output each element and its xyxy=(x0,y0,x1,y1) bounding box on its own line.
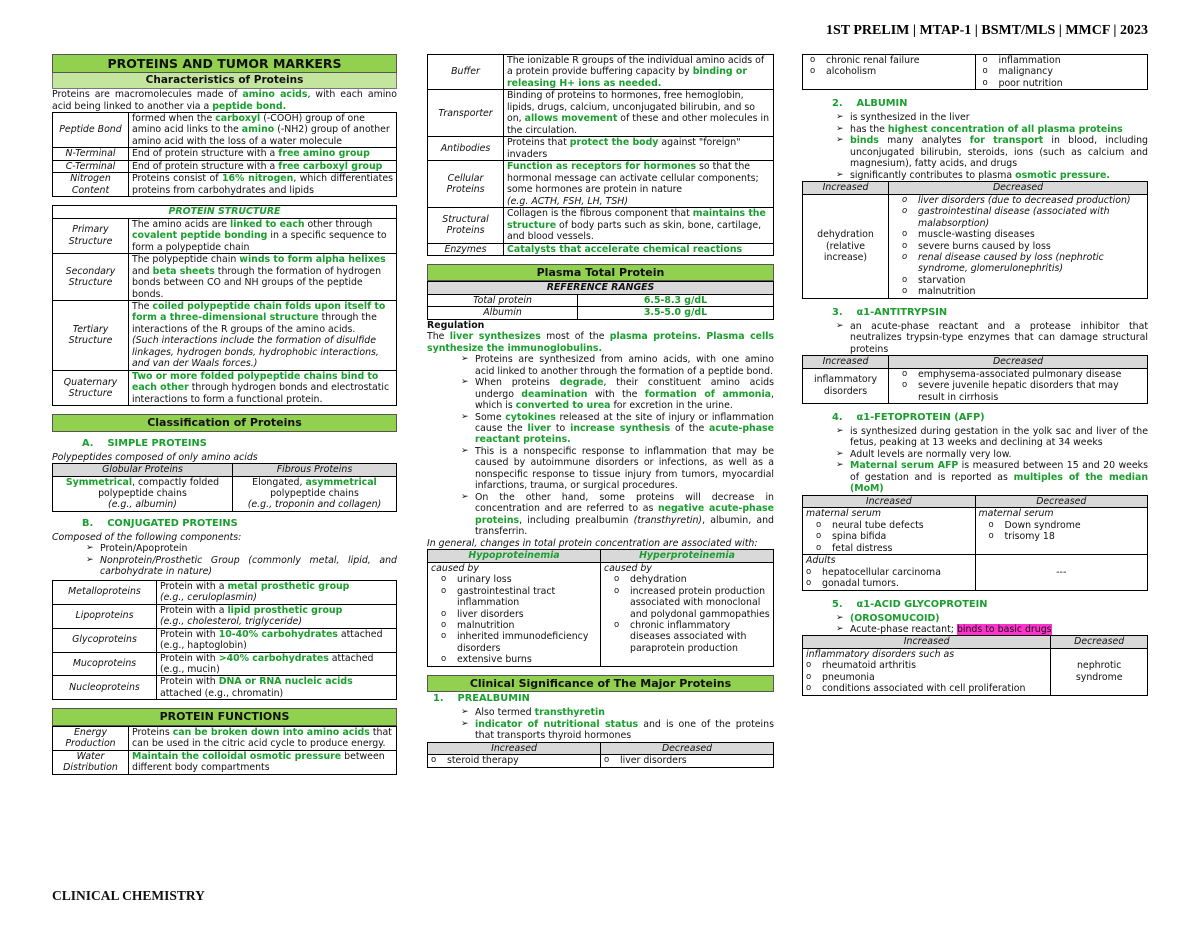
table-cell: Protein with 10-40% carbohydrates attached (e.g., haptoglobin) xyxy=(157,628,397,652)
table-cell: 3.5-5.0 g/dL xyxy=(578,307,774,319)
list-item: ➢ Nonprotein/Prosthetic Group (commonly metal, lipid, and carbohydrate in nature) xyxy=(86,555,397,578)
list-item: ➢ Also termed transthyretin xyxy=(461,707,774,718)
afp-heading: 4. α1-FETOPROTEIN (AFP) xyxy=(832,412,985,424)
table-cell: Decreased xyxy=(601,742,774,754)
table-cell xyxy=(975,55,1148,90)
list-item: o malnutrition xyxy=(441,620,597,631)
table-row xyxy=(803,495,1148,507)
list-item: o poor nutrition xyxy=(983,78,1145,89)
table-cell: dehydration (relative increase) xyxy=(803,194,889,298)
table-row xyxy=(803,194,1148,298)
list-item: ➢ Adult levels are normally very low. xyxy=(836,449,1148,460)
table-cell: Protein with DNA or RNA nucleic acids attached (e.g., chromatin) xyxy=(157,676,397,700)
table-cell: End of protein structure with a free carboxyl group xyxy=(129,160,397,172)
list-item: o gastrointestinal disease (associated with malabsorption) xyxy=(902,206,1144,229)
list-item: ➢ Proteins are synthesized from amino acids, with one amino acid linked to another through the formation of a peptide bond. xyxy=(461,354,774,377)
table-cell: Symmetrical, compactly folded polypeptide chains (e.g., albumin) xyxy=(53,476,233,511)
table-row xyxy=(428,755,774,767)
table-cell: The polypeptide chain winds to form alpha helixes and beta sheets through the formation of hydrogen bonds between CO and NH groups of the peptide bonds. xyxy=(129,254,397,301)
protein-structure-table xyxy=(52,205,397,406)
table-cell: Decreased xyxy=(1051,636,1148,648)
table-cell: REFERENCE RANGES xyxy=(428,282,774,294)
table-cell: caused by o urinary loss o gastrointestinal tract inflammation o liver disorders o malnutrition o inherited immunodeficiency disorders o extensive burns xyxy=(428,562,601,666)
table-row xyxy=(53,254,397,301)
table-row xyxy=(53,604,397,628)
page-footer: CLINICAL CHEMISTRY xyxy=(52,888,205,903)
table-cell: Tertiary Structure xyxy=(53,301,129,371)
agp-heading: 5. α1-ACID GLYCOPROTEIN xyxy=(832,598,988,610)
table-row xyxy=(53,370,397,405)
table-cell: Decreased xyxy=(889,356,1148,368)
table-cell: --- xyxy=(975,555,1148,590)
table-cell: Binding of proteins to hormones, free hemoglobin, lipids, drugs, calcium, unconjugated bilirubin, and so on, allows movement of these and other molecules in the circulation. xyxy=(504,90,774,137)
table-cell: Energy Production xyxy=(53,726,129,750)
table-cell: Maintain the colloidal osmotic pressure between different body compartments xyxy=(129,750,397,774)
table-cell: caused by o dehydration o increased protein production associated with monoclonal and polydonal gammopathies o chronic inflammatory diseases associated with paraprotein production xyxy=(601,562,774,666)
table-cell: Protein with a metal prosthetic group (e.g., ceruloplasmin) xyxy=(157,580,397,604)
table-row xyxy=(53,750,397,774)
table-cell: Structural Proteins xyxy=(428,208,504,243)
table-cell: Mucoproteins xyxy=(53,652,157,676)
table-cell: Protein with >40% carbohydrates attached (e.g., mucin) xyxy=(157,652,397,676)
table-cell: maternal serum o Down syndrome o trisomy 18 xyxy=(975,508,1148,555)
table-cell: Nucleoproteins xyxy=(53,676,157,700)
table-cell: The coiled polypeptide chain folds upon itself to form a three-dimensional structure through the interactions of the R groups of the amino acids. (Such interactions include the formation of disulfide linkages, hydrogen bonds, hydrophobic interactions, and van der Waals forces.) xyxy=(129,301,397,371)
table-cell: Elongated, asymmetrical polypeptide chains (e.g., troponin and collagen) xyxy=(232,476,396,511)
table-row xyxy=(803,555,1148,590)
table-row xyxy=(53,112,397,147)
table-cell: Hyperproteinemia xyxy=(601,550,774,562)
list-item: o Down syndrome xyxy=(989,520,1145,531)
table-cell: inflammatory disorders such as o rheumatoid arthritis o pneumonia o conditions associated with cell proliferation xyxy=(803,648,1051,695)
albumin-table xyxy=(802,181,1148,299)
table-cell: nephrotic syndrome xyxy=(1051,648,1148,695)
list-item: ➢ indicator of nutritional status and is one of the proteins that transports thyroid hormones xyxy=(461,719,774,742)
table-row xyxy=(53,652,397,676)
table-cell: Primary Structure xyxy=(53,218,129,253)
table-row xyxy=(803,636,1148,648)
table-cell: 6.5-8.3 g/dL xyxy=(578,294,774,306)
classification-title: Classification of Proteins xyxy=(52,414,397,431)
table-cell xyxy=(803,55,976,90)
list-item: o malnutrition xyxy=(902,286,1144,297)
table-row xyxy=(53,464,397,476)
table-row xyxy=(53,628,397,652)
table-cell xyxy=(889,368,1148,403)
table-cell: Decreased xyxy=(889,182,1148,194)
table-cell: Adults o hepatocellular carcinoma o gonadal tumors. xyxy=(803,555,976,590)
table-cell: Lipoproteins xyxy=(53,604,157,628)
table-row xyxy=(803,368,1148,403)
prealbumin-table xyxy=(427,742,774,768)
regulation-intro: The liver synthesizes most of the plasma proteins. Plasma cells synthesize the immunoglobulins. xyxy=(427,331,774,354)
table-cell: Hypoproteinemia xyxy=(428,550,601,562)
simple-proteins-desc: Polypeptides composed of only amino acids xyxy=(52,451,258,463)
clinical-significance-title: Clinical Significance of The Major Proteins xyxy=(427,675,774,692)
table-cell: Increased xyxy=(803,356,889,368)
table-row xyxy=(428,742,774,754)
characteristics-table xyxy=(52,112,397,197)
list-item: o renal disease caused by loss (nephrotic syndrome, glomerulonephritis) xyxy=(902,252,1144,275)
table-row xyxy=(53,301,397,371)
list-item: o chronic inflammatory diseases associated with paraprotein production xyxy=(614,620,770,654)
column-3 xyxy=(802,54,1148,696)
table-cell: C-Terminal xyxy=(53,160,129,172)
list-item: o gonadal tumors. xyxy=(806,578,972,589)
agp-list xyxy=(836,613,1148,636)
list-item: o trisomy 18 xyxy=(989,531,1145,542)
functions-table xyxy=(52,726,397,775)
characteristics-title: Characteristics of Proteins xyxy=(52,73,397,89)
page-header: 1ST PRELIM | MTAP-1 | BSMT/MLS | MMCF | 2023 xyxy=(825,23,1148,38)
table-row xyxy=(53,160,397,172)
list-item: o extensive burns xyxy=(441,654,597,665)
list-item: o emphysema-associated pulmonary disease xyxy=(902,369,1144,380)
table-cell: Proteins consist of 16% nitrogen, which differentiates proteins from carbohydrates and lipids xyxy=(129,173,397,197)
functions-table-continued xyxy=(427,54,774,256)
list-item: o inflammation xyxy=(983,55,1145,66)
regulation-list xyxy=(461,354,774,538)
main-title: PROTEINS AND TUMOR MARKERS xyxy=(52,54,397,73)
list-item: o spina bifida xyxy=(816,531,972,542)
list-item: ➢ significantly contributes to plasma osmotic pressure. xyxy=(836,170,1148,181)
list-item: ➢ This is a nonspecific response to inflammation that may be caused by autoimmune disorders or infections, as well as a nonspecific response to tissue injury from tumors, myocardial infarctions, trauma, or surgical procedures. xyxy=(461,446,774,492)
table-row xyxy=(428,137,774,161)
table-row xyxy=(428,550,774,562)
list-item: ➢ is synthesized in the liver xyxy=(836,112,1148,123)
list-item: o alcoholism xyxy=(810,66,972,77)
list-item: o pneumonia xyxy=(806,672,1047,683)
table-cell: maternal serum o neural tube defects o spina bifida o fetal distress xyxy=(803,508,976,555)
table-cell: Globular Proteins xyxy=(53,464,233,476)
table-cell: Water Distribution xyxy=(53,750,129,774)
list-item: ➢ Some cytokines released at the site of injury or inflammation cause the liver to increase synthesis of the acute-phase reactant proteins. xyxy=(461,412,774,446)
table-row xyxy=(53,206,397,218)
column-2 xyxy=(427,54,774,768)
list-item: o rheumatoid arthritis xyxy=(806,660,1047,671)
regulation-heading: Regulation xyxy=(427,319,485,331)
list-item: o gastrointestinal tract inflammation xyxy=(441,586,597,609)
table-cell: Proteins that protect the body against "foreign" invaders xyxy=(504,137,774,161)
prealbumin-heading: 1. PREALBUMIN xyxy=(433,693,530,705)
table-row xyxy=(53,148,397,160)
protein-changes-table xyxy=(427,549,774,667)
list-item: o malignancy xyxy=(983,66,1145,77)
table-cell: Proteins can be broken down into amino acids that can be used in the citric acid cycle to produce energy. xyxy=(129,726,397,750)
list-item: ➢ an acute-phase reactant and a protease inhibitor that neutralizes trypsin-type enzymes that can damage structural proteins xyxy=(836,321,1148,355)
list-item: o severe juvenile hepatic disorders that may result in cirrhosis xyxy=(902,380,1144,403)
conjugated-proteins-table xyxy=(52,580,397,701)
table-cell: Total protein xyxy=(428,294,578,306)
list-item: o severe burns caused by loss xyxy=(902,241,1144,252)
table-cell: Peptide Bond xyxy=(53,112,129,147)
table-row xyxy=(428,90,774,137)
table-cell: Increased xyxy=(428,742,601,754)
table-cell: Decreased xyxy=(975,495,1148,507)
intro-paragraph: Proteins are macromolecules made of amino acids, with each amino acid being linked to another via a peptide bond. xyxy=(52,89,397,112)
table-cell: The ionizable R groups of the individual amino acids of a protein provide buffering capacity by binding or releasing H+ ions as needed. xyxy=(504,55,774,90)
list-item: ➢ (OROSOMUCOID) xyxy=(836,613,1148,624)
prealbumin-list xyxy=(461,707,774,741)
table-cell xyxy=(889,194,1148,298)
table-cell: The amino acids are linked to each other through covalent peptide bonding in a specific sequence to form a polypeptide chain xyxy=(129,218,397,253)
afp-list xyxy=(836,426,1148,495)
table-cell: Collagen is the fibrous component that maintains the structure of body parts such as skin, bone, cartilage, and blood vessels. xyxy=(504,208,774,243)
table-row xyxy=(428,307,774,319)
table-row xyxy=(53,726,397,750)
plasma-total-protein-title: Plasma Total Protein xyxy=(427,264,774,281)
conjugated-components-list xyxy=(86,543,397,577)
column-1 xyxy=(52,54,397,775)
table-row xyxy=(53,218,397,253)
table-cell: N-Terminal xyxy=(53,148,129,160)
table-row xyxy=(803,182,1148,194)
list-item: o inherited immunodeficiency disorders xyxy=(441,631,597,654)
table-cell: Cellular Proteins xyxy=(428,161,504,208)
table-cell: Fibrous Proteins xyxy=(232,464,396,476)
table-row xyxy=(803,55,1148,90)
table-row xyxy=(803,508,1148,555)
prealbumin-table-continued xyxy=(802,54,1148,90)
table-cell: Increased xyxy=(803,182,889,194)
list-item: o chronic renal failure xyxy=(810,55,972,66)
list-item: ➢ Maternal serum AFP is measured between 15 and 20 weeks of gestation and is reported as multiples of the median (MoM) xyxy=(836,460,1148,494)
list-item: o steroid therapy xyxy=(431,755,597,766)
table-row xyxy=(428,161,774,208)
agp-table xyxy=(802,635,1148,695)
table-cell: Secondary Structure xyxy=(53,254,129,301)
table-row xyxy=(428,562,774,666)
antitrypsin-table xyxy=(802,355,1148,404)
list-item: o hepatocellular carcinoma xyxy=(806,567,972,578)
list-item: ➢ is synthesized during gestation in the yolk sac and liver of the fetus, peaking at 13 weeks and declining at 34 weeks xyxy=(836,426,1148,449)
table-cell: Metalloproteins xyxy=(53,580,157,604)
simple-proteins-table xyxy=(52,463,397,512)
table-cell: Transporter xyxy=(428,90,504,137)
list-item: o liver disorders xyxy=(604,755,770,766)
general-note: In general, changes in total protein concentration are associated with: xyxy=(427,537,758,549)
table-cell: End of protein structure with a free amino group xyxy=(129,148,397,160)
simple-proteins-heading: A. SIMPLE PROTEINS xyxy=(82,437,207,449)
table-row xyxy=(803,356,1148,368)
table-cell: formed when the carboxyl (-COOH) group of one amino acid links to the amino (-NH2) group of another amino acid with the loss of a water molecule xyxy=(129,112,397,147)
table-cell: Antibodies xyxy=(428,137,504,161)
list-item: o starvation xyxy=(902,275,1144,286)
table-cell: inflammatory disorders xyxy=(803,368,889,403)
list-item: ➢ On the other hand, some proteins will decrease in concentration and are referred to as negative acute-phase proteins, including prealbumin (transthyretin), albumin, and transferrin. xyxy=(461,492,774,538)
table-row xyxy=(803,648,1148,695)
table-cell xyxy=(601,755,774,767)
table-cell: Quaternary Structure xyxy=(53,370,129,405)
list-item: o neural tube defects xyxy=(816,520,972,531)
table-cell: Catalysts that accelerate chemical reactions xyxy=(504,243,774,255)
list-item: ➢ has the highest concentration of all plasma proteins xyxy=(836,124,1148,135)
table-row xyxy=(428,294,774,306)
table-row xyxy=(428,282,774,294)
conjugated-proteins-desc: Composed of the following components: xyxy=(52,531,242,543)
table-cell xyxy=(428,755,601,767)
albumin-list xyxy=(836,112,1148,181)
albumin-heading: 2. ALBUMIN xyxy=(832,98,908,110)
list-item: ➢ Acute-phase reactant; binds to basic drugs xyxy=(836,624,1148,635)
list-item: o liver disorders xyxy=(441,609,597,620)
table-row xyxy=(53,476,397,511)
table-cell: Protein with a lipid prosthetic group (e.g., cholesterol, triglyceride) xyxy=(157,604,397,628)
list-item: o dehydration xyxy=(614,574,770,585)
list-item: o increased protein production associated with monoclonal and polydonal gammopathies xyxy=(614,586,770,620)
afp-table xyxy=(802,495,1148,591)
table-row xyxy=(53,580,397,604)
table-cell: Glycoproteins xyxy=(53,628,157,652)
list-item: ➢ binds many analytes for transport in blood, including unconjugated bilirubin, steroids, ions (such as calcium and magnesium), fatty acids, and drugs xyxy=(836,135,1148,169)
list-item: o muscle-wasting diseases xyxy=(902,229,1144,240)
list-item: o urinary loss xyxy=(441,574,597,585)
table-cell: Buffer xyxy=(428,55,504,90)
antitrypsin-list xyxy=(836,321,1148,355)
reference-ranges-table xyxy=(427,281,774,319)
table-cell: Increased xyxy=(803,495,976,507)
table-row xyxy=(428,208,774,243)
table-row xyxy=(428,243,774,255)
table-cell: Enzymes xyxy=(428,243,504,255)
antitrypsin-heading: 3. α1-ANTITRYPSIN xyxy=(832,306,948,318)
list-item: o fetal distress xyxy=(816,543,972,554)
list-item: ➢ When proteins degrade, their constituent amino acids undergo deamination with the formation of ammonia, which is converted to urea for excretion in the urine. xyxy=(461,377,774,411)
list-item: ➢ Protein/Apoprotein xyxy=(86,543,397,554)
table-row xyxy=(53,676,397,700)
table-cell: Nitrogen Content xyxy=(53,173,129,197)
conjugated-proteins-heading: B. CONJUGATED PROTEINS xyxy=(82,517,238,529)
table-cell: Albumin xyxy=(428,307,578,319)
table-cell: PROTEIN STRUCTURE xyxy=(53,206,397,218)
table-row xyxy=(428,55,774,90)
list-item: o liver disorders (due to decreased production) xyxy=(902,195,1144,206)
table-row xyxy=(53,173,397,197)
table-cell: Function as receptors for hormones so that the hormonal message can activate cellular components; some hormones are protein in nature (e.g. ACTH, FSH, LH, TSH) xyxy=(504,161,774,208)
functions-title: PROTEIN FUNCTIONS xyxy=(52,708,397,725)
table-cell: Increased xyxy=(803,636,1051,648)
table-cell: Two or more folded polypeptide chains bind to each other through hydrogen bonds and electrostatic interactions to form a functional protein. xyxy=(129,370,397,405)
list-item: o conditions associated with cell proliferation xyxy=(806,683,1047,694)
